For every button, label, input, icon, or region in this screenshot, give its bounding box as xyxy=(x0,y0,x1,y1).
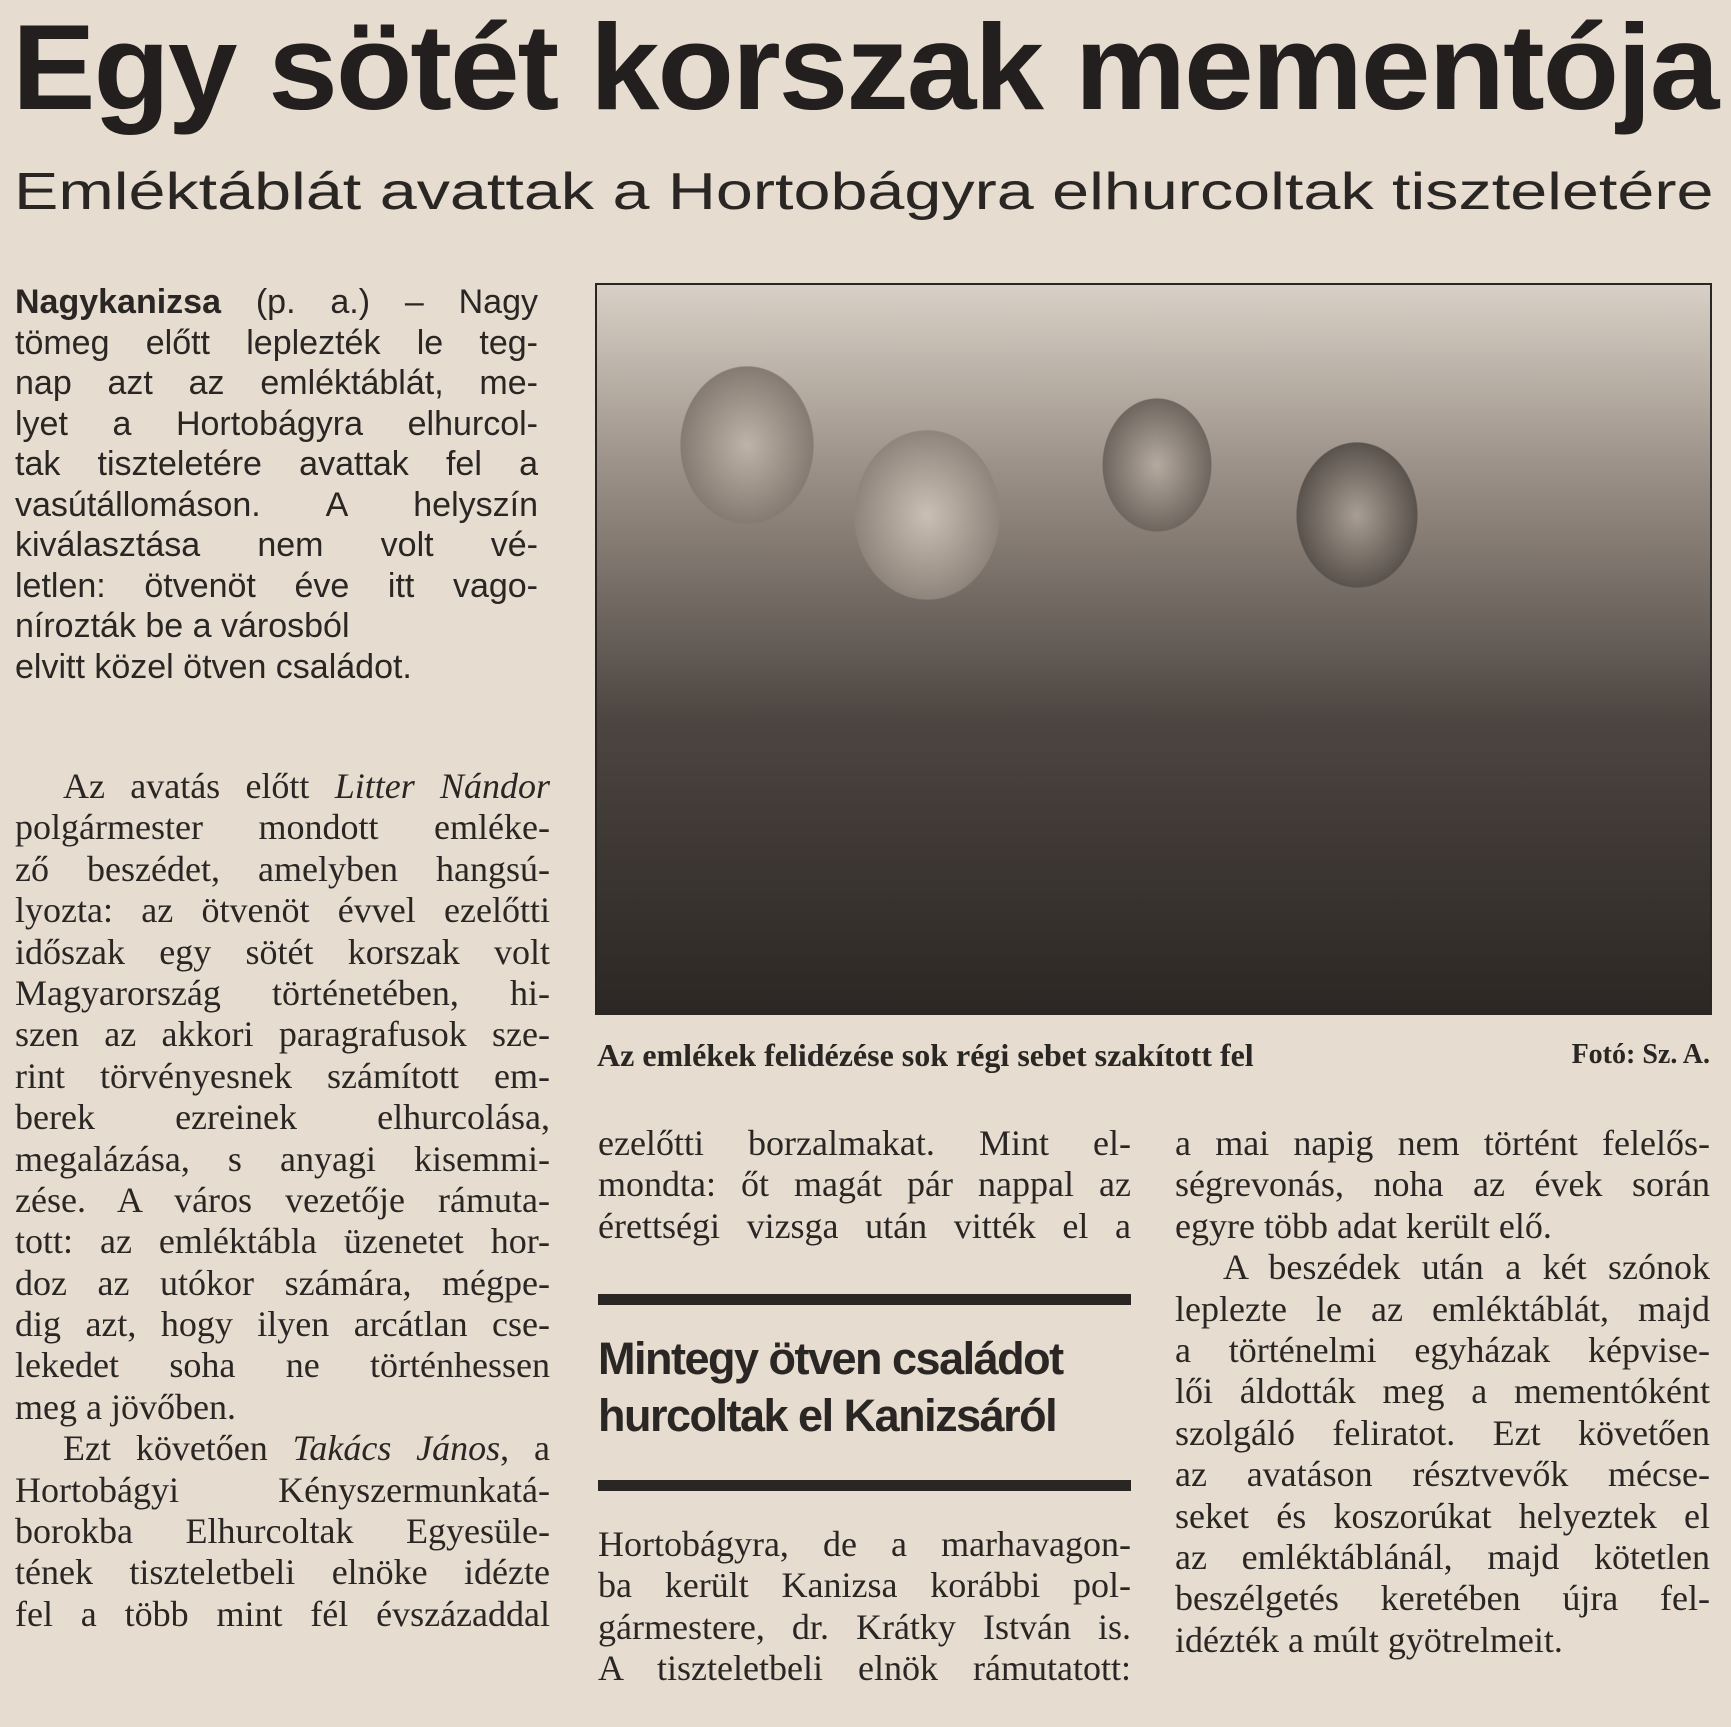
body-line: berek ezreinek elhurcolása, xyxy=(15,1097,550,1138)
body-line: egyre több adat került elő. xyxy=(1175,1205,1552,1246)
column-3-body xyxy=(1175,1123,1710,1661)
photo-credit: Fotó: Sz. A. xyxy=(1571,1039,1710,1070)
lead-line: elvitt közel ötven családot. xyxy=(15,647,412,686)
body-line: mondta: őt magát pár nappal az xyxy=(598,1164,1131,1205)
paragraph xyxy=(1175,1123,1710,1247)
photo-caption xyxy=(597,1030,1710,1080)
body-line: idézték a múlt gyötrelmeit. xyxy=(1175,1619,1563,1660)
column-2-bottom xyxy=(598,1524,1131,1690)
lead-paragraph xyxy=(15,282,538,687)
body-line: seket és koszorúkat helyeztek el xyxy=(1175,1495,1710,1536)
body-line: Magyarország történetében, hi- xyxy=(15,972,550,1013)
body-line: doz az utókor számára, mégpe- xyxy=(15,1262,550,1303)
body-text: , a xyxy=(500,1428,551,1469)
body-line: tott: az emléktábla üzenetet hor- xyxy=(15,1221,550,1262)
caption-text: Az emlékek felidézése sok régi sebet szakított fel xyxy=(597,1037,1254,1073)
body-line: Hortobágyra, de a marhavagon- xyxy=(598,1524,1131,1564)
person-name: Litter Nándor xyxy=(334,766,550,806)
body-line: a történelmi egyházak képvise- xyxy=(1175,1329,1710,1370)
body-line: zése. A város vezetője rámuta- xyxy=(15,1179,550,1220)
body-line: a mai napig nem történt felelős- xyxy=(1175,1123,1710,1163)
body-line: lői áldották meg a mementóként xyxy=(1175,1371,1710,1412)
body-text: Ezt követően xyxy=(63,1428,293,1469)
body-line: leplezte le az emléktáblát, majd xyxy=(1175,1288,1710,1329)
body-line: szolgáló feliratot. Ezt követően xyxy=(1175,1412,1710,1453)
lead-line: vasútállomáson. A helyszín xyxy=(15,485,538,524)
lead-line: tak tiszteletére avattak fel a xyxy=(15,445,538,483)
body-line: megalázása, s anyagi kisemmi- xyxy=(15,1138,550,1179)
body-line: Hortobágyi Kényszermunkatá- xyxy=(15,1469,550,1510)
body-line: az avatáson résztvevők mécse- xyxy=(1175,1454,1710,1495)
lead-text: (p. a.) – Nagy xyxy=(221,283,538,321)
body-line: az emléktáblánál, majd kötetlen xyxy=(1175,1536,1710,1577)
body-line: meg a jövőben. xyxy=(15,1386,236,1427)
body-line: fel a több mint fél évszázaddal xyxy=(15,1593,550,1634)
lead-line: kiválasztása nem volt vé- xyxy=(15,526,538,564)
divider-rule xyxy=(598,1480,1131,1491)
body-line: rint törvényesnek számított em- xyxy=(15,1055,550,1096)
person-name: Takács János xyxy=(292,1428,501,1469)
heading-line: Mintegy ötven családot xyxy=(598,1333,1063,1384)
body-line: ségrevonás, noha az évek során xyxy=(1175,1164,1710,1205)
body-line: ba került Kanizsa korábbi pol- xyxy=(598,1565,1131,1606)
body-line: gármestere, dr. Krátky István is. xyxy=(598,1606,1131,1647)
body-line: tének tiszteletbeli elnöke idézte xyxy=(15,1552,550,1593)
body-line: lyozta: az ötvenöt évvel ezelőtti xyxy=(15,890,550,931)
dateline-city: Nagykanizsa xyxy=(15,283,221,321)
section-heading xyxy=(598,1330,1131,1444)
body-line: ezelőtti borzalmakat. Mint el- xyxy=(598,1123,1131,1163)
body-line: dig azt, hogy ilyen arcátlan cse- xyxy=(15,1304,550,1345)
lead-line: tömeg előtt leplezték le teg- xyxy=(15,323,538,362)
column-2-top xyxy=(598,1123,1131,1247)
body-line: beszélgetés keretében újra fel- xyxy=(1175,1578,1710,1619)
headline: Egy sötét korszak mementója xyxy=(12,0,1718,135)
body-line xyxy=(15,766,550,807)
body-line xyxy=(15,1428,550,1469)
body-line: érettségi vizsga után vitték el a xyxy=(598,1205,1131,1246)
body-line: A tiszteletbeli elnök rámutatott: xyxy=(598,1648,1131,1689)
body-line: ző beszédet, amelyben hangsú- xyxy=(15,848,550,889)
body-line: lekedet soha ne történhessen xyxy=(15,1345,550,1386)
body-line: szen az akkori paragrafusok sze- xyxy=(15,1014,550,1055)
heading-line: hurcoltak el Kanizsáról xyxy=(598,1390,1057,1441)
paragraph xyxy=(15,807,550,1428)
lead-line xyxy=(15,282,538,323)
subheadline: Emléktáblát avattak a Hortobágyra elhurcoltak tiszteletére xyxy=(14,163,1714,221)
divider-rule xyxy=(598,1294,1131,1305)
body-text: Az avatás előtt xyxy=(63,766,335,806)
body-line: időszak egy sötét korszak volt xyxy=(15,931,550,972)
body-line: borokba Elhurcoltak Egyesüle- xyxy=(15,1511,550,1552)
lead-line: letlen: ötvenöt éve itt vago- xyxy=(15,566,538,605)
lead-line: nírozták be a városból xyxy=(15,607,350,645)
column-1-body xyxy=(15,766,550,1635)
lead-line: lyet a Hortobágyra elhurcol- xyxy=(15,404,538,443)
paragraph xyxy=(1175,1247,1710,1661)
body-line: A beszédek után a két szónok xyxy=(1223,1247,1710,1288)
body-line: polgármester mondott emléke- xyxy=(15,807,550,848)
news-photo xyxy=(595,283,1712,1015)
paragraph xyxy=(15,1470,550,1636)
lead-line: nap azt az emléktáblát, me- xyxy=(15,364,538,402)
